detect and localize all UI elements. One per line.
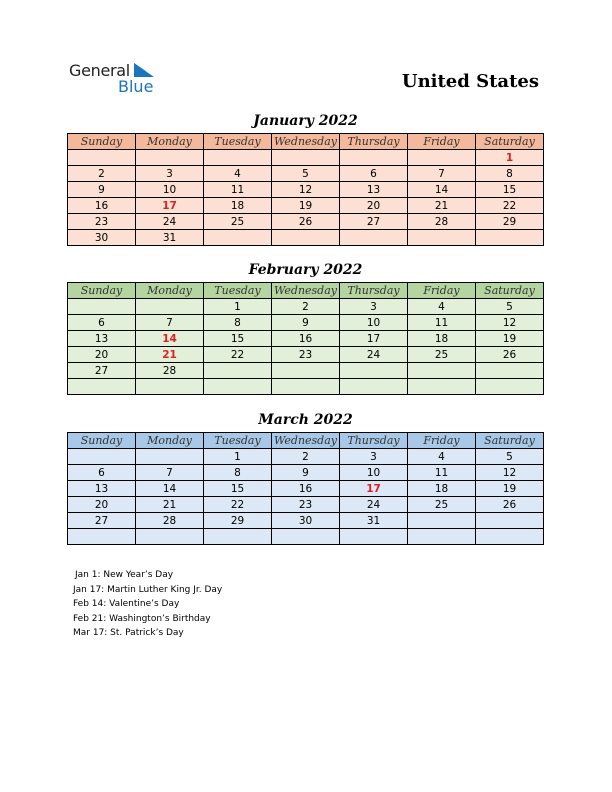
weekday-monday: Monday — [136, 283, 204, 299]
weekday-thursday: Thursday — [340, 134, 408, 150]
day-cell: 14 — [136, 481, 204, 497]
weekday-header-row — [68, 283, 544, 299]
day-cell — [408, 363, 476, 379]
day-cell: 31 — [136, 230, 204, 246]
day-cell: 14 — [408, 182, 476, 198]
day-cell: 17 — [136, 198, 204, 214]
day-cell — [340, 529, 408, 545]
day-cell: 17 — [340, 481, 408, 497]
day-cell: 24 — [136, 214, 204, 230]
day-cell: 20 — [340, 198, 408, 214]
week-row — [68, 449, 544, 465]
day-cell: 7 — [408, 166, 476, 182]
day-cell — [68, 379, 136, 395]
day-cell — [340, 363, 408, 379]
day-cell: 10 — [340, 465, 408, 481]
holiday-note: Feb 14: Valentine’s Day — [73, 599, 180, 609]
day-cell: 24 — [340, 497, 408, 513]
day-cell: 6 — [68, 465, 136, 481]
day-cell: 28 — [136, 363, 204, 379]
day-cell: 12 — [476, 315, 544, 331]
day-cell — [204, 150, 272, 166]
day-cell: 26 — [272, 214, 340, 230]
day-cell: 16 — [272, 331, 340, 347]
weekday-monday: Monday — [136, 134, 204, 150]
day-cell — [136, 529, 204, 545]
day-cell: 11 — [408, 315, 476, 331]
weekday-wednesday: Wednesday — [272, 283, 340, 299]
day-cell: 27 — [68, 513, 136, 529]
day-cell: 5 — [476, 299, 544, 315]
day-cell — [204, 363, 272, 379]
day-cell: 19 — [476, 481, 544, 497]
weekday-sunday: Sunday — [68, 433, 136, 449]
day-cell: 23 — [272, 497, 340, 513]
day-cell: 5 — [272, 166, 340, 182]
day-cell — [476, 529, 544, 545]
week-row — [68, 379, 544, 395]
logo-word-blue: Blue — [118, 77, 154, 96]
day-cell: 9 — [68, 182, 136, 198]
logo-flag-icon — [134, 63, 154, 77]
day-cell: 2 — [272, 299, 340, 315]
week-row — [68, 513, 544, 529]
day-cell: 6 — [340, 166, 408, 182]
day-cell: 16 — [68, 198, 136, 214]
weekday-saturday: Saturday — [476, 433, 544, 449]
weekday-friday: Friday — [408, 283, 476, 299]
weekday-sunday: Sunday — [68, 134, 136, 150]
weekday-friday: Friday — [408, 134, 476, 150]
weekday-tuesday: Tuesday — [204, 134, 272, 150]
day-cell: 20 — [68, 497, 136, 513]
day-cell: 30 — [68, 230, 136, 246]
weekday-wednesday: Wednesday — [272, 433, 340, 449]
day-cell: 26 — [476, 497, 544, 513]
day-cell: 10 — [340, 315, 408, 331]
week-row — [68, 331, 544, 347]
day-cell: 15 — [476, 182, 544, 198]
week-row — [68, 315, 544, 331]
holiday-note: Mar 17: St. Patrick’s Day — [73, 628, 184, 638]
day-cell: 27 — [68, 363, 136, 379]
day-cell: 22 — [476, 198, 544, 214]
day-cell: 2 — [68, 166, 136, 182]
day-cell: 15 — [204, 331, 272, 347]
month-table — [67, 282, 544, 395]
day-cell — [68, 299, 136, 315]
day-cell: 28 — [408, 214, 476, 230]
day-cell: 19 — [476, 331, 544, 347]
week-row — [68, 363, 544, 379]
day-cell: 2 — [272, 449, 340, 465]
week-row — [68, 214, 544, 230]
day-cell: 6 — [68, 315, 136, 331]
week-row — [68, 347, 544, 363]
day-cell: 21 — [136, 497, 204, 513]
day-cell — [272, 379, 340, 395]
day-cell — [340, 379, 408, 395]
day-cell — [272, 363, 340, 379]
logo-word-general: General — [69, 61, 130, 80]
day-cell — [476, 230, 544, 246]
week-row — [68, 465, 544, 481]
calendar-march — [67, 410, 544, 545]
day-cell: 27 — [340, 214, 408, 230]
day-cell — [204, 529, 272, 545]
day-cell: 28 — [136, 513, 204, 529]
day-cell — [272, 150, 340, 166]
weekday-sunday: Sunday — [68, 283, 136, 299]
day-cell: 13 — [68, 331, 136, 347]
day-cell: 5 — [476, 449, 544, 465]
day-cell: 1 — [204, 449, 272, 465]
day-cell — [136, 379, 204, 395]
day-cell: 29 — [204, 513, 272, 529]
day-cell: 4 — [408, 299, 476, 315]
week-row — [68, 299, 544, 315]
day-cell: 16 — [272, 481, 340, 497]
month-title: March 2022 — [258, 412, 353, 428]
day-cell — [340, 150, 408, 166]
day-cell: 23 — [68, 214, 136, 230]
week-row — [68, 497, 544, 513]
day-cell — [272, 529, 340, 545]
holiday-note: Feb 21: Washington’s Birthday — [73, 613, 211, 624]
day-cell — [136, 150, 204, 166]
day-cell: 8 — [204, 315, 272, 331]
week-row — [68, 481, 544, 497]
day-cell — [408, 150, 476, 166]
day-cell: 26 — [476, 347, 544, 363]
month-title: February 2022 — [248, 262, 363, 278]
holiday-list — [73, 568, 222, 641]
country-title: United States — [401, 71, 539, 92]
day-cell — [204, 230, 272, 246]
day-cell: 24 — [340, 347, 408, 363]
calendar-february — [67, 260, 544, 395]
day-cell: 1 — [204, 299, 272, 315]
week-row — [68, 182, 544, 198]
day-cell: 18 — [408, 331, 476, 347]
day-cell — [408, 379, 476, 395]
day-cell: 21 — [408, 198, 476, 214]
day-cell: 22 — [204, 497, 272, 513]
day-cell: 25 — [408, 347, 476, 363]
week-row — [68, 529, 544, 545]
day-cell: 3 — [136, 166, 204, 182]
day-cell: 21 — [136, 347, 204, 363]
day-cell — [476, 513, 544, 529]
day-cell — [476, 379, 544, 395]
weekday-saturday: Saturday — [476, 134, 544, 150]
day-cell: 4 — [204, 166, 272, 182]
day-cell — [204, 379, 272, 395]
month-table — [67, 133, 544, 246]
weekday-header-row — [68, 134, 544, 150]
weekday-thursday: Thursday — [340, 433, 408, 449]
day-cell: 15 — [204, 481, 272, 497]
day-cell — [408, 230, 476, 246]
day-cell: 31 — [340, 513, 408, 529]
month-title: January 2022 — [253, 113, 358, 129]
day-cell: 12 — [476, 465, 544, 481]
day-cell — [476, 363, 544, 379]
weekday-friday: Friday — [408, 433, 476, 449]
day-cell: 13 — [68, 481, 136, 497]
day-cell: 11 — [204, 182, 272, 198]
day-cell — [68, 529, 136, 545]
day-cell: 25 — [408, 497, 476, 513]
day-cell: 10 — [136, 182, 204, 198]
week-row — [68, 230, 544, 246]
weekday-tuesday: Tuesday — [204, 433, 272, 449]
day-cell: 20 — [68, 347, 136, 363]
day-cell: 25 — [204, 214, 272, 230]
day-cell: 1 — [476, 150, 544, 166]
weekday-saturday: Saturday — [476, 283, 544, 299]
day-cell: 9 — [272, 315, 340, 331]
generalblue-logo — [69, 60, 169, 100]
month-table — [67, 432, 544, 545]
day-cell: 11 — [408, 465, 476, 481]
day-cell: 30 — [272, 513, 340, 529]
weekday-wednesday: Wednesday — [272, 134, 340, 150]
day-cell — [340, 230, 408, 246]
day-cell: 9 — [272, 465, 340, 481]
day-cell — [272, 230, 340, 246]
day-cell: 23 — [272, 347, 340, 363]
day-cell: 7 — [136, 315, 204, 331]
day-cell — [136, 449, 204, 465]
day-cell: 3 — [340, 299, 408, 315]
day-cell: 18 — [204, 198, 272, 214]
day-cell: 14 — [136, 331, 204, 347]
day-cell — [136, 299, 204, 315]
day-cell: 8 — [204, 465, 272, 481]
weekday-monday: Monday — [136, 433, 204, 449]
day-cell: 13 — [340, 182, 408, 198]
holiday-note: Jan 1: New Year’s Day — [75, 570, 174, 580]
weekday-thursday: Thursday — [340, 283, 408, 299]
day-cell: 4 — [408, 449, 476, 465]
week-row — [68, 198, 544, 214]
day-cell: 29 — [476, 214, 544, 230]
day-cell: 22 — [204, 347, 272, 363]
day-cell — [68, 449, 136, 465]
week-row — [68, 150, 544, 166]
weekday-tuesday: Tuesday — [204, 283, 272, 299]
day-cell — [68, 150, 136, 166]
week-row — [68, 166, 544, 182]
holiday-note: Jan 17: Martin Luther King Jr. Day — [73, 584, 223, 595]
day-cell: 8 — [476, 166, 544, 182]
day-cell: 19 — [272, 198, 340, 214]
day-cell: 3 — [340, 449, 408, 465]
day-cell — [408, 513, 476, 529]
day-cell: 7 — [136, 465, 204, 481]
day-cell: 18 — [408, 481, 476, 497]
day-cell — [408, 529, 476, 545]
day-cell: 12 — [272, 182, 340, 198]
weekday-header-row — [68, 433, 544, 449]
day-cell: 17 — [340, 331, 408, 347]
calendar-january — [67, 111, 544, 246]
